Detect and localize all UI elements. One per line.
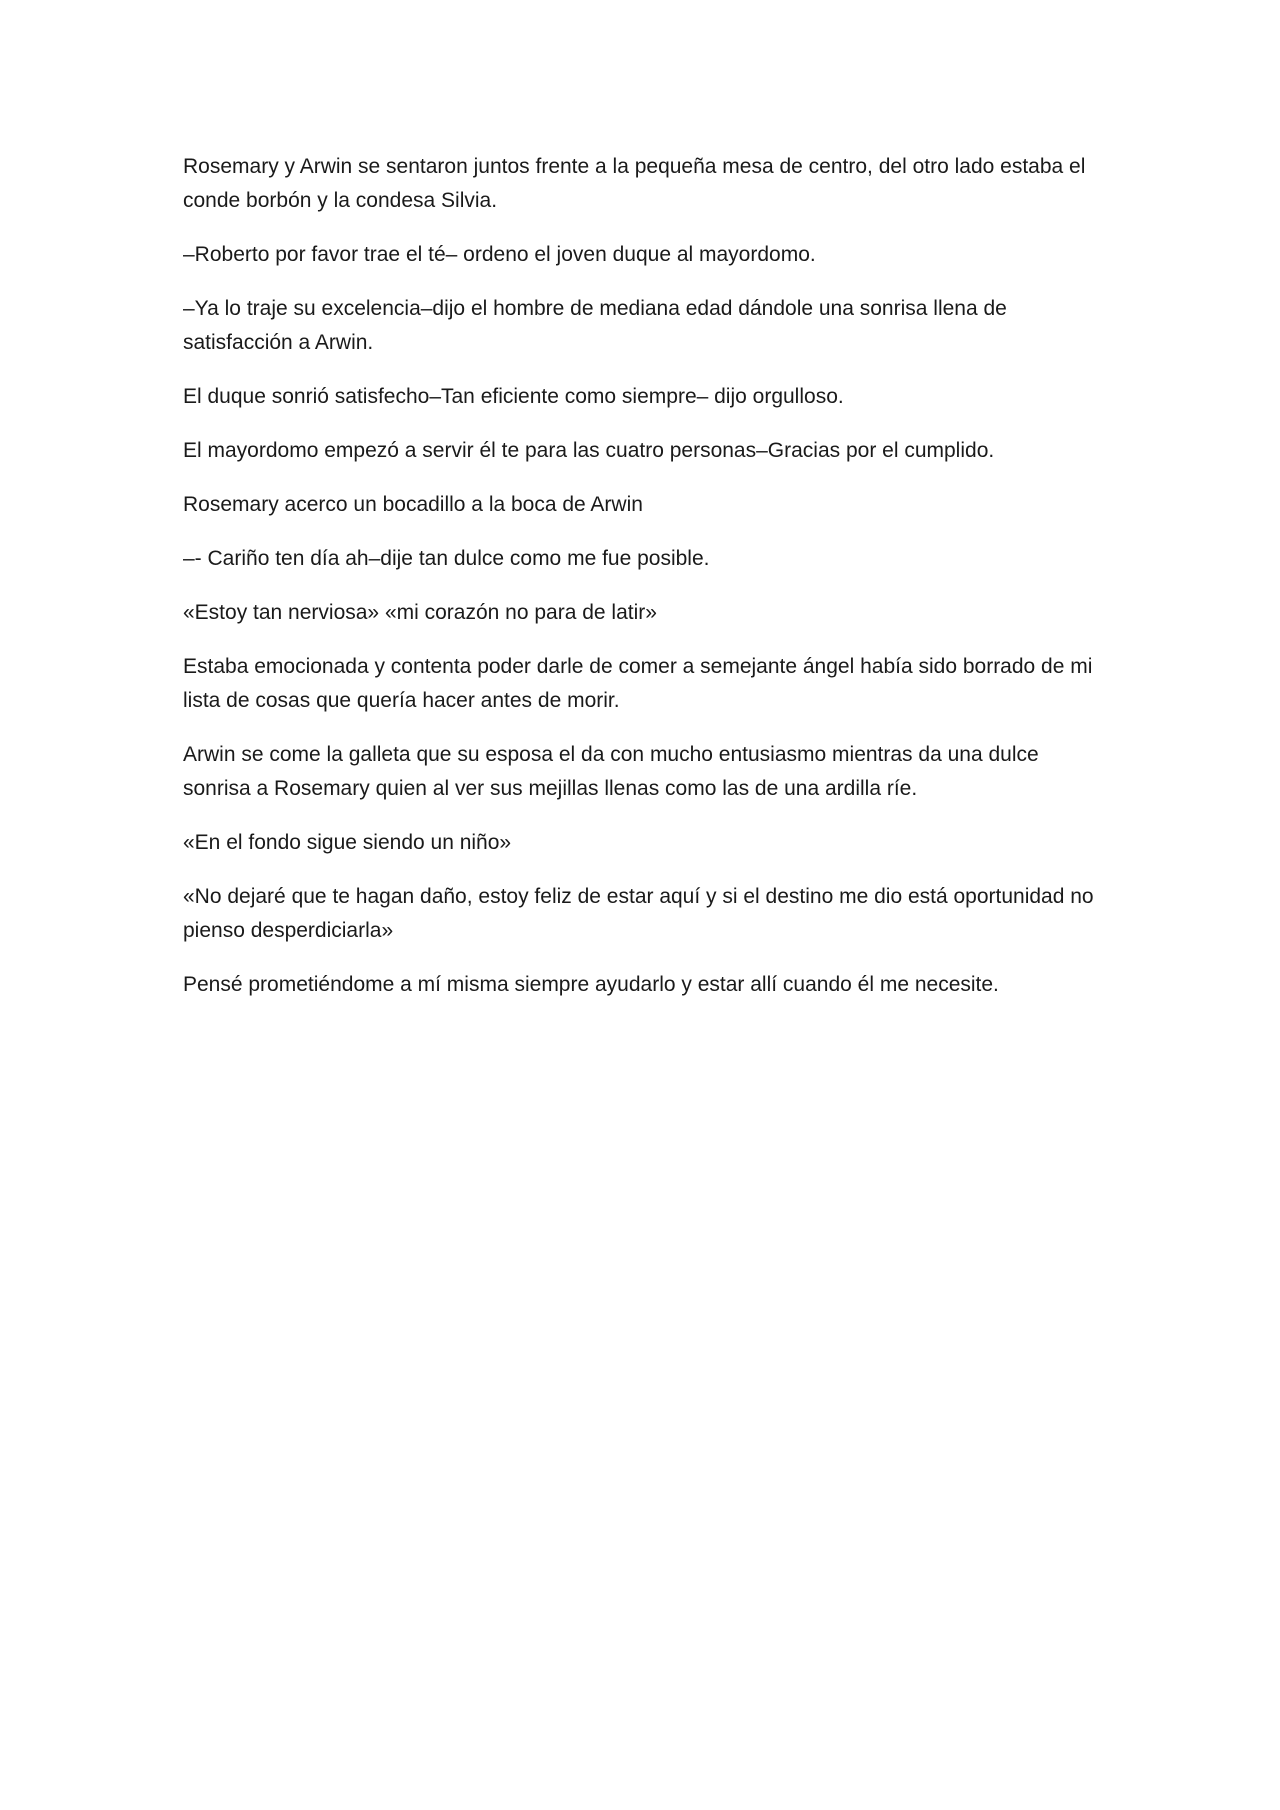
paragraph: Estaba emocionada y contenta poder darle de comer a semejante ángel había sido borrado de mi lista de cosas que quería hacer antes de morir. xyxy=(183,655,1093,712)
paragraph: –- Cariño ten día ah–dije tan dulce como me fue posible. xyxy=(183,547,710,570)
paragraph: Pensé prometiéndome a mí misma siempre ayudarlo y estar allí cuando él me necesite. xyxy=(183,973,999,996)
paragraph: Rosemary acerco un bocadillo a la boca de Arwin xyxy=(183,493,643,516)
paragraph: Arwin se come la galleta que su esposa el da con mucho entusiasmo mientras da una dulce sonrisa a Rosemary quien al ver sus mejillas llenas como las de una ardilla ríe. xyxy=(183,743,1039,800)
paragraph: El mayordomo empezó a servir él te para las cuatro personas–Gracias por el cumplido. xyxy=(183,439,995,462)
paragraph: «Estoy tan nerviosa» «mi corazón no para de latir» xyxy=(183,601,657,624)
paragraph: «No dejaré que te hagan daño, estoy feliz de estar aquí y si el destino me dio está oportunidad no pienso desperdiciarla» xyxy=(183,885,1094,942)
paragraph: Rosemary y Arwin se sentaron juntos frente a la pequeña mesa de centro, del otro lado estaba el conde borbón y la condesa Silvia. xyxy=(183,155,1086,212)
paragraph: El duque sonrió satisfecho–Tan eficiente como siempre– dijo orgulloso. xyxy=(183,385,844,408)
paragraph: –Roberto por favor trae el té– ordeno el joven duque al mayordomo. xyxy=(183,243,816,266)
document-body xyxy=(183,150,1103,1022)
paragraph: –Ya lo traje su excelencia–dijo el hombre de mediana edad dándole una sonrisa llena de satisfacción a Arwin. xyxy=(183,297,1007,354)
paragraph: «En el fondo sigue siendo un niño» xyxy=(183,831,512,854)
